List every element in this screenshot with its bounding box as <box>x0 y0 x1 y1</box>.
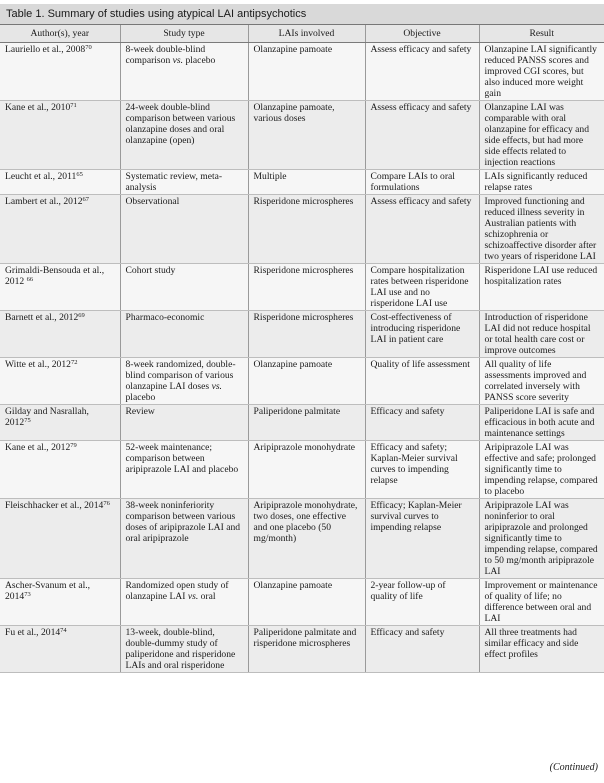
cell-study-type <box>120 358 248 405</box>
cell-result: Aripiprazole LAI was noninferior to oral aripiprazole and prolonged significantly time to impending relapse, compared to 50 mg/month aripiprazole LAI <box>479 499 604 579</box>
cell-objective: Efficacy and safety <box>365 626 479 673</box>
cell-lais: Multiple <box>248 170 365 195</box>
cell-result: Improvement or maintenance of quality of life; no difference between oral and LAI <box>479 579 604 626</box>
study-type-text-end: placebo <box>125 392 156 403</box>
study-type-text-end: oral <box>198 591 216 602</box>
cell-result: Olanzapine LAI significantly reduced PANSS scores and improved CGI scores, but also induced more weight gain <box>479 43 604 101</box>
cell-objective: Cost-effectiveness of introducing risperidone LAI in patient care <box>365 311 479 358</box>
cell-author <box>0 264 120 311</box>
study-type-text: Randomized open study of olanzapine LAI <box>125 580 229 602</box>
table-row <box>0 405 604 441</box>
reference-number: 65 <box>76 171 83 178</box>
reference-number: 66 <box>26 276 34 283</box>
study-type-italic: vs. <box>211 381 222 392</box>
header-study-type: Study type <box>120 25 248 43</box>
study-type-text: Cohort study <box>125 265 176 276</box>
cell-lais: Risperidone microspheres <box>248 195 365 264</box>
author-text: Grimaldi-Bensouda et al., 2012 <box>5 265 105 287</box>
reference-number: 74 <box>60 627 67 634</box>
cell-author <box>0 405 120 441</box>
study-type-text: 13-week, double-blind, double-dummy study of paliperidone and risperidone LAIs and oral risperidone <box>125 627 236 671</box>
header-lais: LAIs involved <box>248 25 365 43</box>
cell-lais: Olanzapine pamoate <box>248 43 365 101</box>
study-type-text: 8-week double-blind comparison <box>125 44 206 66</box>
author-text: Kane et al., 2010 <box>5 102 71 113</box>
cell-objective: Assess efficacy and safety <box>365 101 479 170</box>
author-text: Lauriello et al., 2008 <box>5 44 86 55</box>
study-type-italic: vs. <box>172 55 184 66</box>
cell-lais: Paliperidone palmitate and risperidone microspheres <box>248 626 365 673</box>
cell-author <box>0 101 120 170</box>
author-text: Lambert et al., 2012 <box>5 196 83 207</box>
cell-objective: Assess efficacy and safety <box>365 43 479 101</box>
study-type-text: 24-week double-blind comparison between various olanzapine doses and oral olanzapine (open) <box>125 102 236 146</box>
study-type-text: Systematic review, meta-analysis <box>125 171 223 193</box>
table-row <box>0 358 604 405</box>
cell-study-type <box>120 499 248 579</box>
cell-objective: Efficacy; Kaplan-Meier survival curves to impending relapse <box>365 499 479 579</box>
cell-study-type <box>120 579 248 626</box>
author-text: Barnett et al., 2012 <box>5 312 79 323</box>
header-objective: Objective <box>365 25 479 43</box>
cell-lais: Risperidone microspheres <box>248 311 365 358</box>
study-type-text: Pharmaco-economic <box>125 312 205 323</box>
header-result: Result <box>479 25 604 43</box>
reference-number: 71 <box>70 102 77 109</box>
table-body <box>0 43 604 673</box>
cell-objective: 2-year follow-up of quality of life <box>365 579 479 626</box>
table-header <box>0 25 604 43</box>
cell-objective: Efficacy and safety; Kaplan-Meier survival curves to impending relapse <box>365 441 479 499</box>
cell-study-type <box>120 195 248 264</box>
cell-author <box>0 626 120 673</box>
author-text: Leucht et al., 2011 <box>5 171 77 182</box>
cell-result: Risperidone LAI use reduced hospitalization rates <box>479 264 604 311</box>
cell-result: Paliperidone LAI is safe and efficacious in both acute and maintenance settings <box>479 405 604 441</box>
cell-lais: Olanzapine pamoate <box>248 579 365 626</box>
study-type-text: 52-week maintenance; comparison between aripiprazole LAI and placebo <box>125 442 239 475</box>
studies-table <box>0 25 604 673</box>
study-type-text-end: placebo <box>183 55 216 66</box>
study-type-text: Review <box>125 406 155 417</box>
cell-author <box>0 195 120 264</box>
cell-result: LAIs significantly reduced relapse rates <box>479 170 604 195</box>
table-caption: Table 1. Summary of studies using atypical LAI antipsychotics <box>0 4 604 25</box>
header-row <box>0 25 604 43</box>
table-row <box>0 195 604 264</box>
cell-study-type <box>120 311 248 358</box>
author-text: Witte et al., 2012 <box>5 359 71 370</box>
author-text: Fu et al., 2014 <box>5 627 61 638</box>
cell-lais: Paliperidone palmitate <box>248 405 365 441</box>
cell-lais: Aripiprazole monohydrate <box>248 441 365 499</box>
cell-objective: Efficacy and safety <box>365 405 479 441</box>
cell-objective: Assess efficacy and safety <box>365 195 479 264</box>
table-row <box>0 43 604 101</box>
cell-study-type <box>120 170 248 195</box>
cell-result: Introduction of risperidone LAI did not reduce hospital or total health care cost or improve outcomes <box>479 311 604 358</box>
cell-result: Improved functioning and reduced illness severity in Australian patients with schizophrenia or schizoaffective disorder after two years of risperidone LAI <box>479 195 604 264</box>
table-row <box>0 264 604 311</box>
cell-author <box>0 170 120 195</box>
cell-result: Aripiprazole LAI was effective and safe; prolonged significantly time to impending relapse, compared to placebo <box>479 441 604 499</box>
reference-number: 67 <box>82 196 90 203</box>
table-row <box>0 311 604 358</box>
cell-study-type <box>120 101 248 170</box>
cell-author <box>0 358 120 405</box>
author-text: Kane et al., 2012 <box>5 442 71 453</box>
reference-number: 72 <box>70 359 78 366</box>
reference-number: 73 <box>24 591 31 598</box>
cell-lais: Risperidone microspheres <box>248 264 365 311</box>
header-author: Author(s), year <box>0 25 120 43</box>
cell-author <box>0 441 120 499</box>
study-type-italic: vs. <box>187 591 199 602</box>
cell-lais: Olanzapine pamoate, various doses <box>248 101 365 170</box>
table-row <box>0 101 604 170</box>
cell-study-type <box>120 626 248 673</box>
reference-number: 79 <box>70 442 77 449</box>
cell-study-type <box>120 405 248 441</box>
table-row <box>0 499 604 579</box>
cell-lais: Olanzapine pamoate <box>248 358 365 405</box>
cell-result: All three treatments had similar efficacy and side effect profiles <box>479 626 604 673</box>
table-row <box>0 626 604 673</box>
reference-number: 69 <box>78 312 85 319</box>
cell-result: Olanzapine LAI was comparable with oral olanzapine for efficacy and side effects, but had more side effects related to injection reactions <box>479 101 604 170</box>
cell-study-type <box>120 441 248 499</box>
reference-number: 76 <box>103 500 110 507</box>
cell-author <box>0 499 120 579</box>
cell-author <box>0 43 120 101</box>
author-text: Ascher-Svanum et al., 2014 <box>5 580 91 602</box>
cell-objective: Compare hospitalization rates between risperidone LAI use and no risperidone LAI use <box>365 264 479 311</box>
continued-note: (Continued) <box>549 762 598 773</box>
cell-result: All quality of life assessments improved and correlated inversely with PANSS score severity <box>479 358 604 405</box>
cell-author <box>0 311 120 358</box>
reference-number: 70 <box>85 44 92 51</box>
cell-objective: Compare LAIs to oral formulations <box>365 170 479 195</box>
table-container <box>0 4 604 673</box>
cell-author <box>0 579 120 626</box>
cell-study-type <box>120 264 248 311</box>
study-type-text: 38-week noninferiority comparison between various doses of aripiprazole LAI and oral aripiprazole <box>125 500 241 544</box>
study-type-text: Observational <box>125 196 180 207</box>
study-type-text: 8-week randomized, double-blind comparison of various olanzapine LAI doses <box>125 359 236 392</box>
table-row <box>0 579 604 626</box>
reference-number: 75 <box>24 417 31 424</box>
cell-objective: Quality of life assessment <box>365 358 479 405</box>
cell-study-type <box>120 43 248 101</box>
author-text: Fleischhacker et al., 2014 <box>5 500 104 511</box>
cell-lais: Aripiprazole monohydrate, two doses, one effective and one placebo (50 mg/month) <box>248 499 365 579</box>
table-row <box>0 441 604 499</box>
table-row <box>0 170 604 195</box>
author-text: Gilday and Nasrallah, 2012 <box>5 406 89 428</box>
